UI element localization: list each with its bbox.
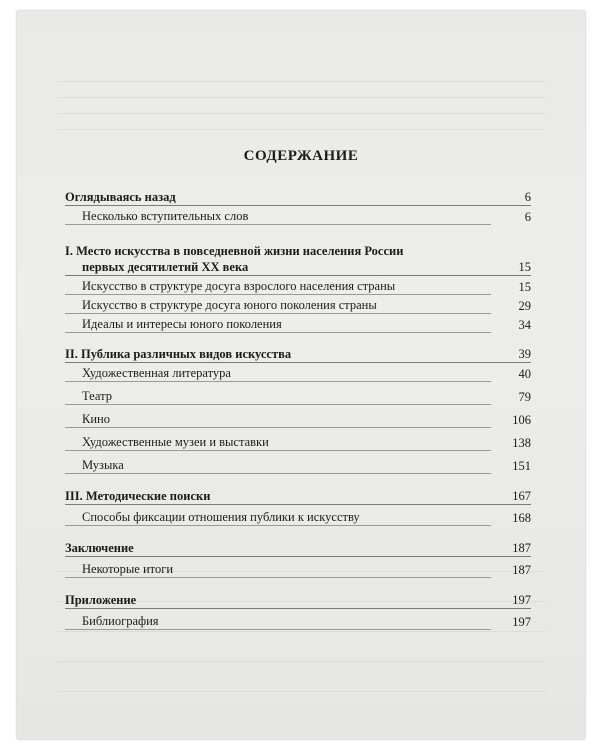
toc-title: СОДЕРЖАНИЕ [243,148,359,164]
toc-section-heading[interactable] [65,592,531,609]
toc-item-label: Способы фиксации отношения публики к искусству [65,509,491,526]
toc-item[interactable] [65,208,531,225]
toc-item[interactable] [65,434,531,451]
toc-page-number: 39 [518,347,531,361]
toc-section-title: III. Методические поиски [65,489,211,503]
toc-page-number: 187 [512,563,531,577]
bleed-line [57,691,545,692]
toc-section [65,189,531,225]
toc-page-number: 29 [518,299,531,313]
toc-page-number: 187 [512,541,531,555]
toc-item[interactable] [65,613,531,630]
toc-item-label: Идеалы и интересы юного поколения [65,316,491,333]
toc-page-number: 6 [524,190,531,204]
bleed-line [57,661,545,662]
toc-item[interactable] [65,561,531,578]
toc-page-number: 106 [512,413,531,427]
toc-page-number: 79 [518,390,531,404]
toc-item[interactable] [65,316,531,333]
toc-section-heading[interactable] [65,540,531,557]
toc-item-label: Некоторые итоги [65,561,491,578]
toc-item[interactable] [65,297,531,314]
toc-section-title: Заключение [65,541,134,555]
bleed-line [57,97,545,98]
toc-section-title: II. Публика различных видов искусства [65,347,292,361]
toc-section-heading[interactable] [65,488,531,505]
toc-item[interactable] [65,278,531,295]
toc-item[interactable] [65,388,531,405]
book-page [17,11,585,739]
toc-section [65,488,531,526]
toc-section [65,540,531,578]
toc-section-heading[interactable] [65,346,531,363]
bleed-line [57,81,545,82]
toc-section-title: Приложение [65,593,137,607]
toc-section-title: Оглядываясь назад [65,190,176,204]
toc-page-number: 151 [512,459,531,473]
toc-page-number: 138 [512,436,531,450]
toc-item-label: Художественная литература [65,365,491,382]
toc-section [65,592,531,630]
toc-section-heading[interactable] [65,243,531,276]
bleed-line [57,113,545,114]
toc-item-label: Искусство в структуре досуга взрослого населения страны [65,278,491,295]
bleed-line [57,129,545,130]
toc-section [65,346,531,474]
toc-item[interactable] [65,457,531,474]
toc-page-number: 167 [512,489,531,503]
toc-section-heading[interactable] [65,189,531,206]
toc-item-label: Музыка [65,457,491,474]
toc-page-number: 40 [518,367,531,381]
toc-page-number: 15 [518,260,531,274]
toc-page-number: 168 [512,511,531,525]
toc-section-title-continued: первых десятилетий XX века [82,260,249,274]
table-of-contents [65,189,531,643]
toc-page-number: 6 [524,210,531,224]
toc-item-label: Библиография [65,613,491,630]
toc-item[interactable] [65,365,531,382]
toc-item-label: Театр [65,388,491,405]
toc-item-label: Несколько вступительных слов [65,208,491,225]
toc-page-number: 15 [518,280,531,294]
toc-item[interactable] [65,509,531,526]
toc-section [65,243,531,333]
toc-item-label: Искусство в структуре досуга юного поколения страны [65,297,491,314]
toc-item-label: Художественные музеи и выставки [65,434,491,451]
toc-page-number: 197 [512,615,531,629]
toc-page-number: 34 [518,318,531,332]
toc-item[interactable] [65,411,531,428]
toc-item-label: Кино [65,411,491,428]
toc-page-number: 197 [512,593,531,607]
toc-section-title: I. Место искусства в повседневной жизни населения России [65,244,404,258]
